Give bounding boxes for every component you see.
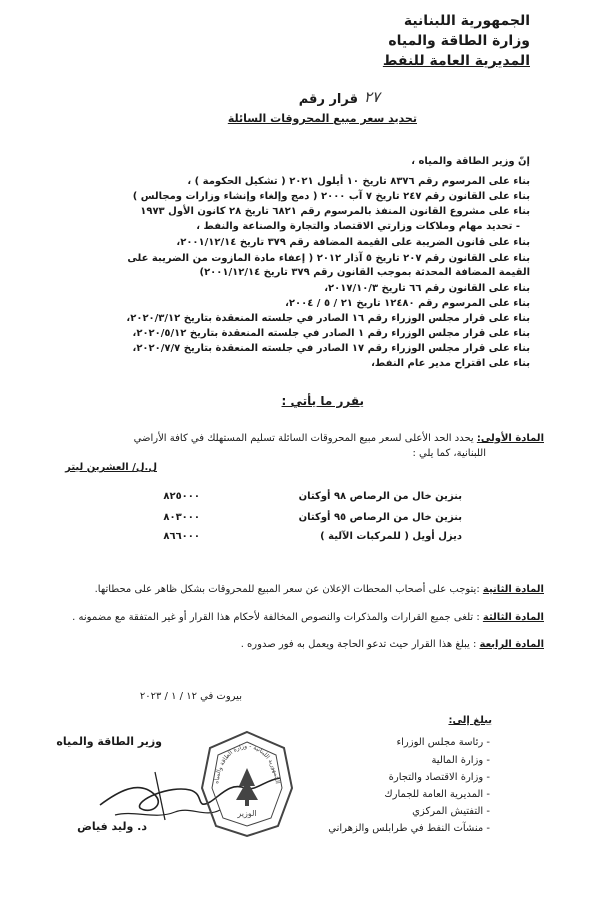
basis-line: بناء على مشروع القانون المنفذ بالمرسوم رقم ٦٨٢١ تاريخ ٢٨ كانون الأول ١٩٧٣ [140, 206, 530, 217]
decision-title: قرار رقم [298, 92, 358, 107]
article-3-text: : تلغى جميع القرارات والمذكرات والنصوص المخالفة لأحكام هذا القرار أو غير المتفقة مع مضمونه . [72, 612, 480, 623]
basis-line: القيمة المضافة المحدثة بموجب القانون رقم ٣٧٩ تاريخ ٢٠٠١/١٢/١٤) [199, 267, 530, 278]
republic-heading: الجمهورية اللبنانية [403, 13, 530, 29]
article-2-text: :يتوجب على أصحاب المحطات الإعلان عن سعر المبيع للمحروقات بشكل ظاهر على محطاتها. [94, 584, 480, 595]
product-name: ديزل أويل ( للمركبات الآلية ) [320, 531, 462, 542]
article-1-label: المادة الأولى: [476, 433, 544, 444]
basis-line: بناء على قرار مجلس الوزراء رقم ١٧ الصادر في جلسته المنعقدة بتاريخ ٢٠٢٠/٧/٧، [132, 343, 530, 354]
decision-number: ٢٧ [363, 88, 380, 106]
article-3 [72, 611, 544, 625]
article-2 [95, 583, 544, 597]
minister-line: إنّ وزير الطاقة والمياه ، [411, 156, 530, 167]
ministry-heading: وزارة الطاقة والمياه [388, 33, 530, 49]
cedar-icon [236, 768, 258, 800]
directorate-heading: المديرية العامة للنفط [382, 53, 530, 69]
price-unit: ل.ل/ العشرين ليتر [65, 462, 157, 473]
article-1-line2: اللبنانية، كما يلي : [412, 448, 486, 459]
inform-heading: يبلغ إلى: [448, 715, 492, 726]
article-4-label: المادة الرابعة [479, 639, 544, 650]
basis-line: بناء على المرسوم رقم ١٢٤٨٠ تاريخ ٢١ / ٥ / ٢٠٠٤، [285, 298, 530, 309]
basis-line: بناء على قرار مجلس الوزراء رقم ١ الصادر في جلسته المنعقدة بتاريخ ٢٠٢٠/٥/١٢، [132, 328, 530, 339]
distribution-item: - وزارة الاقتصاد والتجارة [388, 772, 490, 783]
decision-subject: تحديد سعر مبيع المحروقات السائلة [227, 112, 417, 125]
product-price: ٨٦٦٠٠٠ [163, 531, 200, 542]
stamp-ring-text: الجمهورية اللبنانية - وزارة الطاقة والمياه [213, 742, 281, 785]
basis-line: بناء على القانون رقم ٦٦ تاريخ ٢٠١٧/١٠/٣، [324, 283, 530, 294]
product-name: بنزين خال من الرصاص ٩٨ أوكتان [298, 491, 462, 502]
basis-line: - تحديد مهام وملاكات وزارتي الاقتصاد والتجارة والصناعة والنفط ، [196, 221, 520, 232]
article-4 [241, 638, 544, 652]
distribution-item: - وزارة المالية [431, 755, 490, 766]
basis-line: بناء على المرسوم رقم ٨٣٧٦ تاريخ ١٠ أيلول ٢٠٢١ ( تشكيل الحكومة ) ، [187, 176, 530, 187]
basis-line: بناء على اقتراح مدير عام النفط، [371, 358, 530, 369]
minister-title: وزير الطاقة والمياه [56, 735, 162, 748]
article-1-text: يحدد الحد الأعلى لسعر مبيع المحروقات السائلة تسليم المستهلك في كافة الأراضي [133, 433, 474, 444]
product-price: ٨٠٣٠٠٠ [163, 512, 200, 523]
distribution-item: - التفتيش المركزي [412, 806, 490, 817]
article-2-label: المادة الثانية [482, 584, 544, 595]
distribution-item: - المديرية العامة للجمارك [384, 789, 490, 800]
issue-date: بيروت في ١٢ / ١ / ٢٠٢٣ [139, 691, 242, 702]
article-3-label: المادة الثالثة [482, 612, 544, 623]
article-4-text: : يبلغ هذا القرار حيث تدعو الحاجة ويعمل به فور صدوره . [240, 639, 477, 650]
distribution-item: - رئاسة مجلس الوزراء [396, 737, 490, 748]
distribution-item: - منشآت النفط في طرابلس والزهراني [328, 823, 490, 834]
decides-heading: يقرر ما يأتي : [281, 394, 364, 408]
product-name: بنزين خال من الرصاص ٩٥ أوكتان [298, 512, 462, 523]
basis-line: بناء على قرار مجلس الوزراء رقم ١٦ الصادر في جلسته المنعقدة بتاريخ ٢٠٢٠/٣/١٢، [126, 313, 530, 324]
basis-line: بناء على القانون رقم ٢٤٧ تاريخ ٧ آب ٢٠٠٠ ( دمج وإلغاء وإنشاء وزارات ومجالس ) [132, 191, 530, 202]
ministry-stamp [198, 728, 296, 840]
product-price: ٨٢٥٠٠٠ [163, 491, 200, 502]
basis-line: بناء على القانون رقم ٢٠٧ تاريخ ٥ آذار ٢٠١٢ ( إعفاء مادة المازوت من الضريبة على [127, 253, 530, 264]
stamp-center-text: الوزير [237, 809, 257, 818]
article-1 [134, 432, 544, 446]
basis-line: بناء على قانون الضريبة على القيمة المضافة رقم ٣٧٩ تاريخ ٢٠٠١/١٢/١٤، [176, 237, 530, 248]
signer-name: د. وليد فياض [77, 820, 147, 833]
